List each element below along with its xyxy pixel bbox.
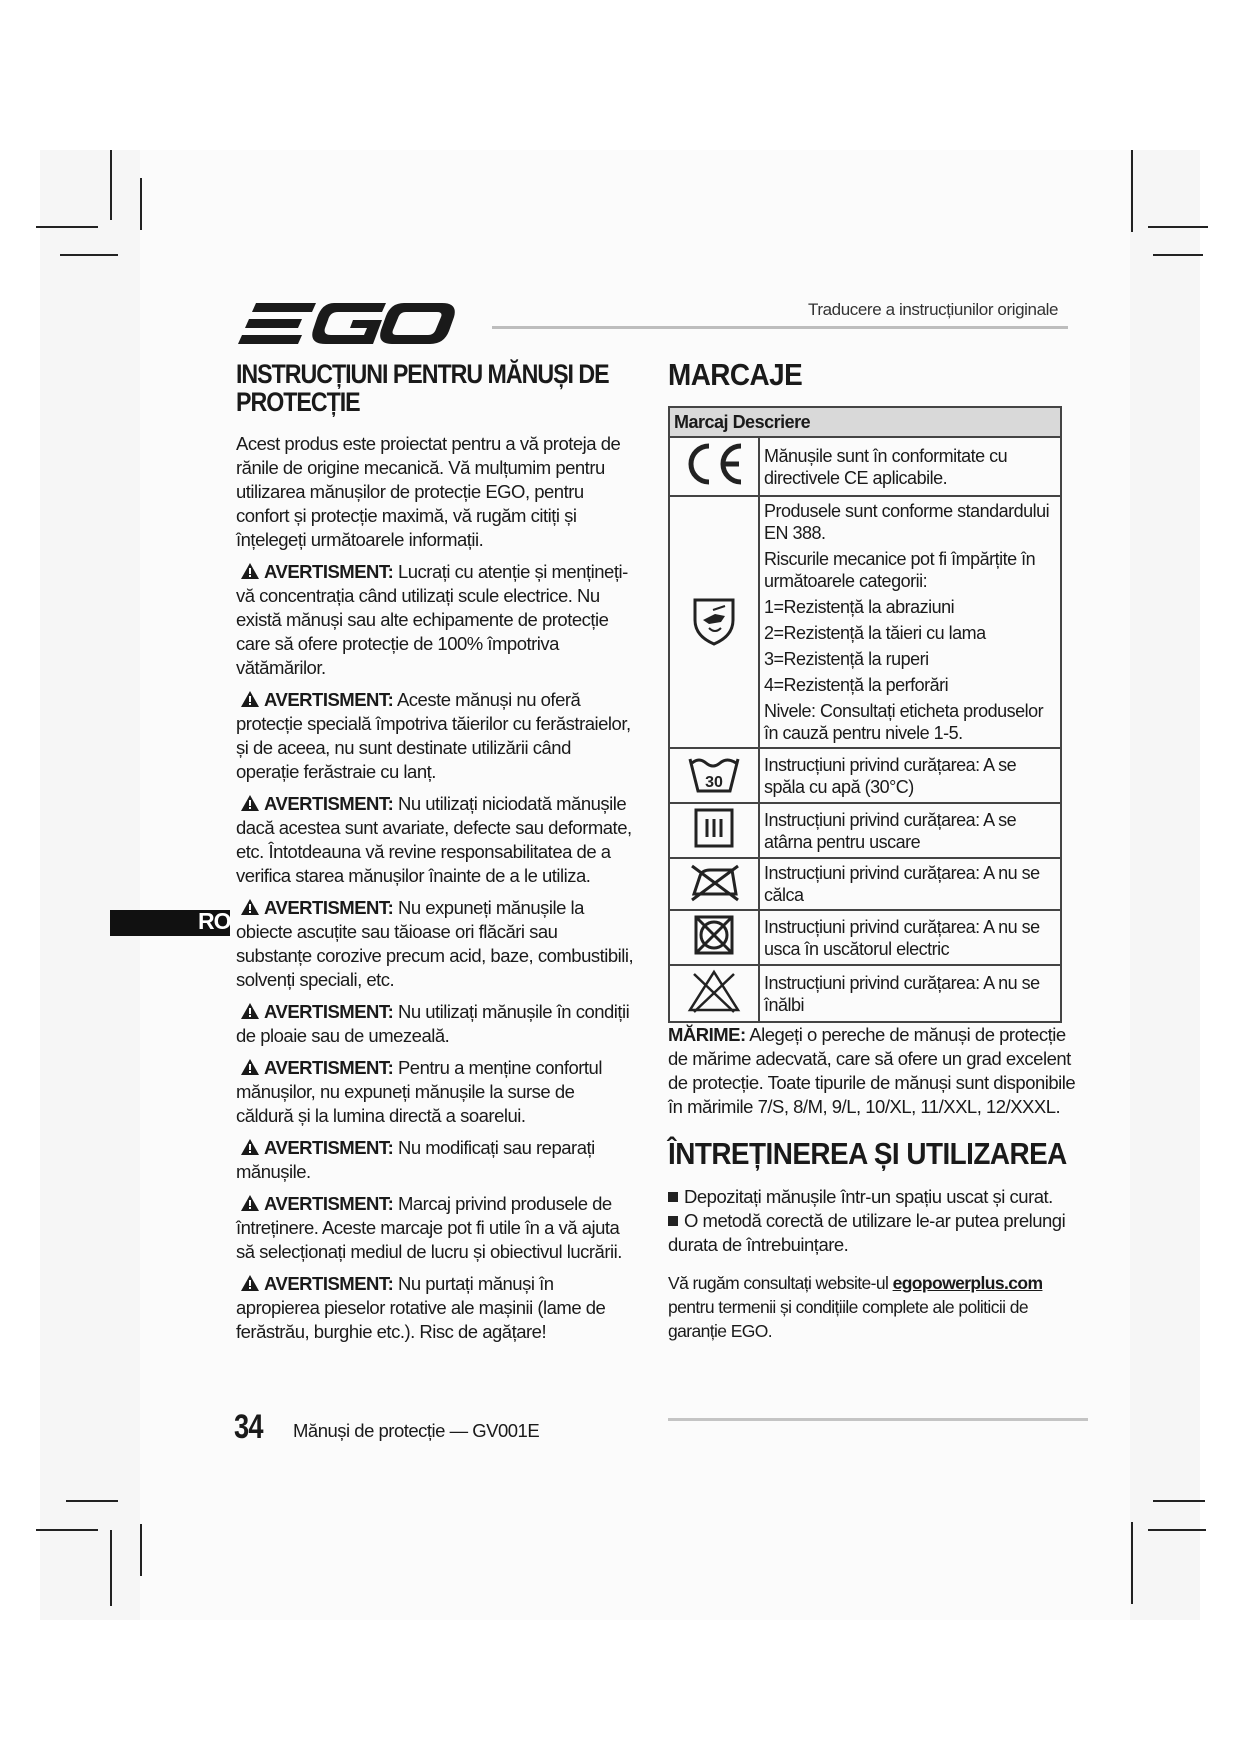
list-item-text: Depozitați mănușile într-un spațiu uscat și curat. [684,1186,1053,1207]
size-paragraph [668,1023,1088,1119]
warning-icon [240,898,260,916]
line-dry-icon [692,837,736,854]
symbol-cell [669,496,759,748]
description-line: Produsele sunt conforme standardului EN 388. [764,501,1050,543]
square-bullet-icon [668,1192,678,1202]
warning-item [236,1136,636,1184]
symbol-cell [669,437,759,496]
translation-note: Traducere a instrucțiunilor originale [808,300,1059,319]
crop-mark [1153,254,1203,256]
warnings-list [236,560,636,1344]
crop-mark [110,1530,112,1606]
crop-mark [36,226,98,228]
description-cell [759,965,1061,1022]
no-iron-icon [686,889,742,906]
warranty-pre: Vă rugăm consultați website-ul [668,1273,893,1293]
description-line: Instrucțiuni privind curățarea: A nu se călca [764,863,1040,905]
marks-heading: MARCAJE [668,357,803,392]
description-line: 1=Rezistență la abraziuni [764,597,955,617]
description-cell [759,437,1061,496]
warranty-post: pentru termenii și condițiile complete ale politicii de garanție EGO. [668,1297,1028,1341]
list-item-text: O metodă corectă de utilizare le-ar putea prelungi durata de întrebuințare. [668,1210,1066,1255]
warning-text: Nu purtați mănuși în apropierea pieselor rotative ale mașinii (lame de ferăstrău, burghie etc.). Risc de agățare! [236,1273,606,1342]
description-cell [759,748,1061,803]
intro-paragraph: Acest produs este proiectat pentru a vă proteja de rănile de origine mecanică. Vă mulțumim pentru utilizarea mănușilor de protecție EGO, pentru confort și protecție maximă, vă rugăm citiți și înțelegeți următoarele informații. [236,433,621,550]
crop-mark [1131,150,1133,232]
warning-item [236,1056,636,1128]
warning-label: AVERTISMENT: [264,793,394,814]
ce-mark-icon [679,475,749,492]
marks-table-row [669,803,1061,858]
description-cell [759,803,1061,858]
warning-icon [240,1058,260,1076]
warning-item [236,560,636,680]
warning-icon [240,562,260,580]
crop-mark [140,178,142,230]
right-column [668,358,1088,1343]
marks-table-row [669,910,1061,965]
description-line: 3=Rezistență la ruperi [764,649,929,669]
warning-icon [240,690,260,708]
description-cell [759,910,1061,965]
maintenance-heading: ÎNTREȚINEREA ȘI UTILIZAREA [668,1136,1067,1171]
left-column [236,360,636,1352]
marks-table-header [669,407,1061,437]
maintenance-list [668,1185,1088,1257]
crop-mark [1148,1529,1206,1531]
description-line: 4=Rezistență la perforări [764,675,949,695]
warning-text: Lucrați cu atenție și mențineți-vă concentrația când utilizați scule electrice. Nu există mănuși sau alte echipamente de protecție care să ofere protecție de 100% împotriva vătămărilor. [236,561,628,678]
crop-mark [60,254,118,256]
list-item [668,1185,1088,1209]
warning-icon [240,1002,260,1020]
warning-label: AVERTISMENT: [264,1137,394,1158]
marks-table-row [669,965,1061,1022]
description-line: Instrucțiuni privind curățarea: A se spăla cu apă (30°C) [764,754,1017,797]
symbol-cell [669,748,759,803]
no-bleach-icon [686,1001,742,1018]
warning-text: Pentru a menține confortul mănușilor, nu expuneți mănușile la surse de căldură și la lumina directă a soarelui. [236,1057,602,1126]
warning-item [236,792,636,888]
footer-rule [668,1418,1088,1421]
crop-mark [1153,1500,1205,1502]
warning-icon [240,1194,260,1212]
page-number: 34 [234,1408,263,1446]
warning-text: Nu utilizați mănușile în condiții de ploaie sau de umezeală. [236,1001,630,1046]
warranty-paragraph [668,1271,1088,1343]
warning-text: Nu utilizați niciodată mănușile dacă acestea sunt avariate, defecte sau deformate, etc. Întotdeauna vă revine responsabilitatea de a verifica starea mănușilor înainte de a le utiliza. [236,793,632,886]
description-cell [759,858,1061,910]
website-link[interactable]: egopowerplus.com [892,1273,1043,1293]
warning-text: Nu expuneți mănușile la obiecte ascuțite sau tăioase ori flăcări sau substanțe corozive precum acid, baze, combustibili, solvenți speciali, etc. [236,897,634,990]
warning-icon [240,1274,260,1292]
warning-item [236,896,636,992]
warning-item [236,688,636,784]
warning-text: Aceste mănuși nu oferă protecție specială împotriva tăierilor cu ferăstraielor, și de aceea, nu sunt destinate utilizării când operație ferăstraie cu lanț. [236,689,631,782]
warning-item [236,1000,636,1048]
description-line: Riscurile mecanice pot fi împărțite în următoarele categorii: [764,549,1036,591]
warning-text: Marcaj privind produsele de întreținere. Aceste marcaje pot fi utile în a vă ajuta să selecționați mediul de lucru și obiectivul lucrării. [236,1193,622,1262]
description-line: Instrucțiuni privind curățarea: A nu se înălbi [764,972,1040,1015]
header-marcaj: Marcaj [674,411,729,432]
warning-label: AVERTISMENT: [264,1001,394,1022]
warning-icon [240,1138,260,1156]
language-tab-label: RO [198,908,231,934]
marks-table-row [669,496,1061,748]
list-item [668,1209,1088,1257]
symbol-cell [669,965,759,1022]
symbol-cell [669,803,759,858]
description-line: Mănușile sunt în conformitate cu directivele CE aplicabile. [764,445,1008,488]
warning-label: AVERTISMENT: [264,1273,394,1294]
marks-table-header-cell [669,407,1061,437]
warning-label: AVERTISMENT: [264,1193,394,1214]
description-line: Nivele: Consultați eticheta produselor în cauză pentru nivele 1-5. [764,701,1044,743]
crop-mark [1131,1522,1133,1604]
header-descriere: Descriere [732,411,811,432]
crop-mark [110,150,112,220]
crop-mark [66,1500,118,1502]
symbol-cell [669,858,759,910]
warning-item [236,1192,636,1264]
header-rule [492,326,1068,329]
crop-mark [1148,226,1208,228]
footer-title: Mănuși de protecție — GV001E [293,1420,540,1441]
warning-item [236,1272,636,1344]
en388-shield-icon [691,633,737,650]
marks-table-row [669,437,1061,496]
symbol-cell [669,910,759,965]
size-label: MĂRIME: [668,1024,746,1045]
svg-text:30: 30 [705,774,723,791]
no-tumble-dry-icon [692,944,736,961]
marks-table [668,406,1062,1023]
wash-30-icon [686,774,742,799]
marks-table-row [669,858,1061,910]
description-line: 2=Rezistență la tăieri cu lama [764,623,986,643]
ego-logo-icon [236,300,456,350]
marks-table-row [669,748,1061,803]
description-line: Instrucțiuni privind curățarea: A nu se usca în uscătorul electric [764,916,1040,959]
ego-logo [236,300,456,355]
crop-mark [140,1524,142,1576]
page-title: INSTRUCȚIUNI PENTRU MĂNUȘI DE PROTECȚIE [236,359,609,417]
size-text: Alegeți o pereche de mănuși de protecție de mărime adecvată, care să ofere un grad excelent de protecție. Toate tipurile de mănuși sunt disponibile în mărimile 7/S, 8/M, 9/L, 10/XL, 11/XXL, 12/XXXL. [668,1024,1076,1117]
crop-mark [36,1529,98,1531]
square-bullet-icon [668,1216,678,1226]
warning-icon [240,794,260,812]
description-cell [759,496,1061,748]
warning-label: AVERTISMENT: [264,689,394,710]
warning-label: AVERTISMENT: [264,897,394,918]
warning-label: AVERTISMENT: [264,561,394,582]
description-line: Instrucțiuni privind curățarea: A se atârna pentru uscare [764,809,1017,852]
warning-label: AVERTISMENT: [264,1057,394,1078]
warning-text: Nu modificați sau reparați mănușile. [236,1137,595,1182]
